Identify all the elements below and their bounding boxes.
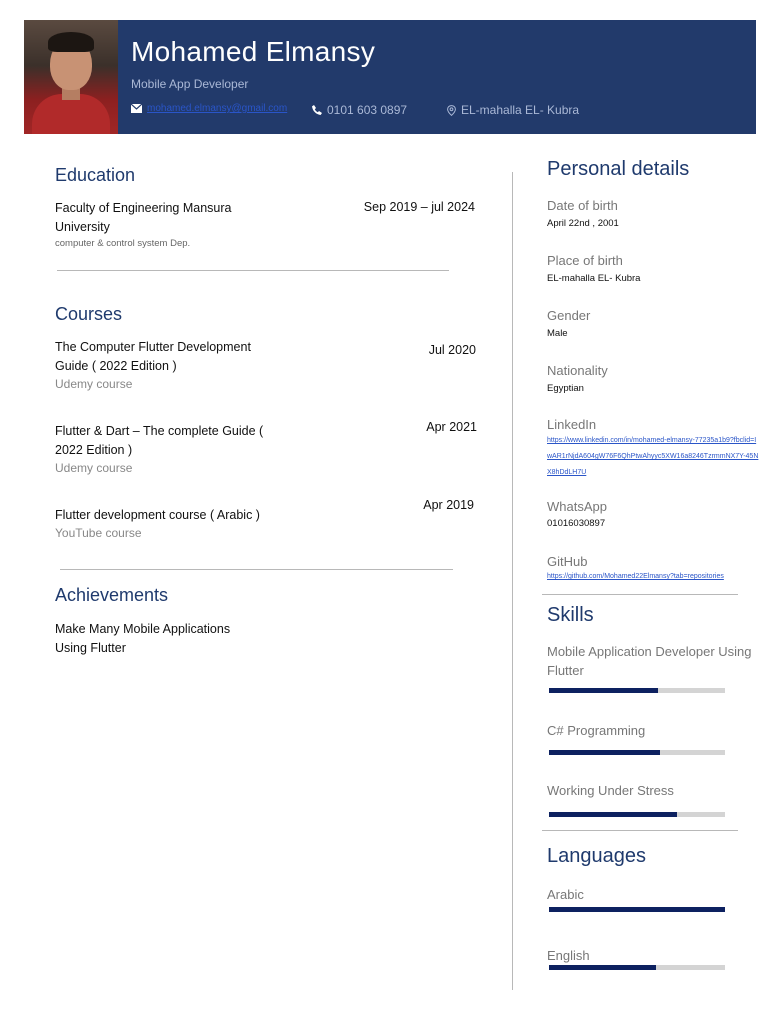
dob-label: Date of birth [547,198,618,213]
course-date: Jul 2020 [428,343,476,357]
nationality-value: Egyptian [547,383,584,394]
personal-details-heading: Personal details [547,158,690,180]
divider [57,270,449,271]
phone-icon [312,105,322,115]
full-name: Mohamed Elmansy [131,36,376,67]
education-date: Sep 2019 – jul 2024 [363,200,475,214]
divider [542,830,738,831]
course-name: The Computer Flutter Development Guide ( 2022 Edition ) [55,340,251,373]
divider [60,569,453,570]
column-divider [512,172,513,990]
language-name: English [547,948,590,963]
github-link[interactable]: https://github.com/Mohamed22Elmansy?tab=repositories [547,573,724,580]
linkedin-label: LinkedIn [547,417,597,432]
language-level-bar [549,965,725,970]
skills-heading: Skills [547,604,594,626]
job-title: Mobile App Developer [131,77,249,91]
envelope-icon [131,104,142,113]
courses-heading: Courses [55,304,123,324]
skill-level-bar [549,688,725,693]
course-provider: YouTube course [55,526,142,540]
course-provider: Udemy course [55,377,133,391]
skill-level-bar [549,812,725,817]
education-department: computer & control system Dep. [55,238,191,249]
location-text: EL-mahalla EL- Kubra [461,103,580,117]
course-provider: Udemy course [55,461,133,475]
github-label: GitHub [547,554,588,569]
dob-value: April 22nd , 2001 [547,218,619,229]
achievements-heading: Achievements [55,585,169,605]
languages-heading: Languages [547,845,646,867]
nationality-label: Nationality [547,363,608,378]
education-heading: Education [55,165,136,185]
gender-label: Gender [547,308,591,323]
linkedin-link[interactable]: https://www.linkedin.com/in/mohamed-elmansy-77235a1b9?fbclid=IwAR1rNjdA604gW76F6QhPtwAhyyc5XW16a8246TzrmmNX7Y-45NX8hDdLH7U [547,437,759,476]
skill-level-bar [549,750,725,755]
language-level-bar [549,907,725,912]
location-contact [447,103,579,117]
gender-value: Male [547,328,568,339]
pob-label: Place of birth [547,253,623,268]
course-date: Apr 2019 [423,498,474,512]
phone-number: 0101 603 0897 [327,103,408,117]
divider [542,594,738,595]
location-pin-icon [447,105,456,116]
skill-name: Working Under Stress [547,783,674,798]
pob-value: EL-mahalla EL- Kubra [547,273,641,284]
education-school: Faculty of Engineering Mansura University [55,201,232,234]
course-name: Flutter development course ( Arabic ) [55,508,260,522]
achievements-text: Make Many Mobile Applications Using Flutter [55,622,231,655]
whatsapp-value: 01016030897 [547,518,606,529]
email-contact[interactable] [131,103,287,114]
email-link[interactable]: mohamed.elmansy@gmail.com [147,103,288,114]
language-name: Arabic [547,887,584,902]
course-date: Apr 2021 [426,420,477,434]
skill-name: C# Programming [547,723,646,738]
phone-contact [312,103,407,117]
profile-photo [24,20,118,134]
whatsapp-label: WhatsApp [547,499,607,514]
skill-name: Mobile Application Developer Using Flutter [547,644,752,678]
course-name: Flutter & Dart – The complete Guide ( 2022 Edition ) [55,424,264,457]
